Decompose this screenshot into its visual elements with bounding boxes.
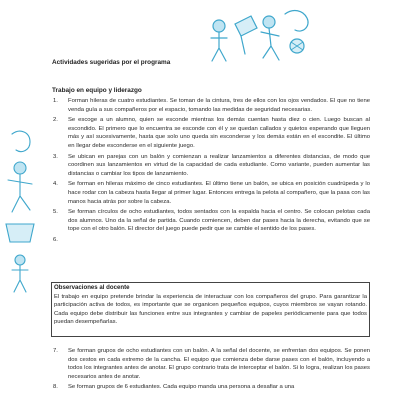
list-item: [52, 347, 370, 381]
kids-illustration-top: [205, 6, 315, 68]
list-item: [52, 116, 370, 150]
item-number: 1.: [53, 98, 58, 104]
item-text: Se ubican en parejas con un balón y comienzan a realizar lanzamientos a diferentes distancias, de modo que coordinen sus lanzamientos en virtud de la capacidad de cada estudiante. Como variante, pueden aumentar las distancias o cambiar los tipos de lanzamiento.: [68, 153, 370, 177]
item-number: 5.: [53, 209, 58, 216]
item-text: Se forman en hileras máximo de cinco estudiantes. El último tiene un balón, se ubica en posición cuadrúpeda y lo hace rodar con la cabeza hasta llegar al primer lugar. Entonces entrega la pelota al compañero, que la pasa con las manos hacia atrás por sobre la cabeza.: [68, 181, 370, 205]
item-number: 8.: [53, 384, 58, 391]
list-item: [52, 180, 370, 206]
item-text: Se escoge a un alumno, quien se esconde mientras los demás cuentan hasta diez o cien. Luego buscan al escondido. El primero que lo encuentra se esconde con él y se quedan callados y quietos esperando que lleguen más y así sucesivamente, hasta que solo uno queda sin esconderse y los demás están en el escondite. El último en llegar debe esconderse en el siguiente juego.: [68, 117, 370, 149]
list-item: [52, 236, 370, 245]
observations-title: Observaciones al docente: [54, 284, 130, 291]
item-text: Se forman grupos de 6 estudiantes. Cada equipo manda una persona a desafiar a una: [68, 384, 295, 391]
item-number: 3.: [53, 153, 58, 160]
item-text: Se forman grupos de ocho estudiantes con un balón. A la señal del docente, se enfrentan dos equipos. Se ponen dos cestos en cada extremo de la cancha. El equipo que comienza debe darse pases con el balón, incluyendo a todos los integrantes antes de anotar. El grupo contrario trata de interceptar el balón. Si lo logra, realizan los pases necesarios antes de anotar.: [68, 348, 370, 380]
item-text: [68, 236, 370, 245]
section-title: Actividades sugeridas por el programa: [52, 59, 171, 66]
kids-illustration-side: [2, 128, 38, 298]
activity-list-b: [52, 347, 370, 394]
list-item: [52, 153, 370, 179]
list-item: [52, 97, 370, 114]
list-item: [52, 383, 370, 392]
item-number: 7.: [53, 348, 58, 354]
list-item: [52, 208, 370, 234]
item-text: Forman hileras de cuatro estudiantes. Se toman de la cintura, tres de ellos con los ojos vendados. El que no tiene venda guía a sus compañeros por el espacio, tomando las medidas de seguridad necesarias.: [68, 98, 370, 113]
item-number: 4.: [53, 181, 58, 188]
activity-subtitle: Trabajo en equipo y liderazgo: [52, 87, 142, 94]
item-number: 6.: [53, 237, 58, 244]
item-text: Se forman círculos de ocho estudiantes, todos sentados con la espalda hacia el centro. Se colocan pelotas cada dos alumnos. Uno da la señal de partida. Cuando comiencen, deben dar pases hacia la derecha, evitando que se tope con el otro balón. El director del juego puede pedir que se cambie el sentido de los pases.: [68, 209, 370, 233]
item-number: 2.: [53, 117, 58, 124]
teacher-observations-box: [51, 282, 370, 337]
activity-list-a: [52, 97, 370, 247]
observations-text: El trabajo en equipo pretende brindar la experiencia de interactuar con los compañeros del grupo. Para garantizar la participación activa de todos, es importante que se organicen pequeños equipos, cuyos miembros se vayan rotando. Cada equipo debe distribuir las funciones entre sus integrantes y cambiar de papeles periódicamente para que todos puedan desempeñarlas.: [54, 293, 367, 326]
